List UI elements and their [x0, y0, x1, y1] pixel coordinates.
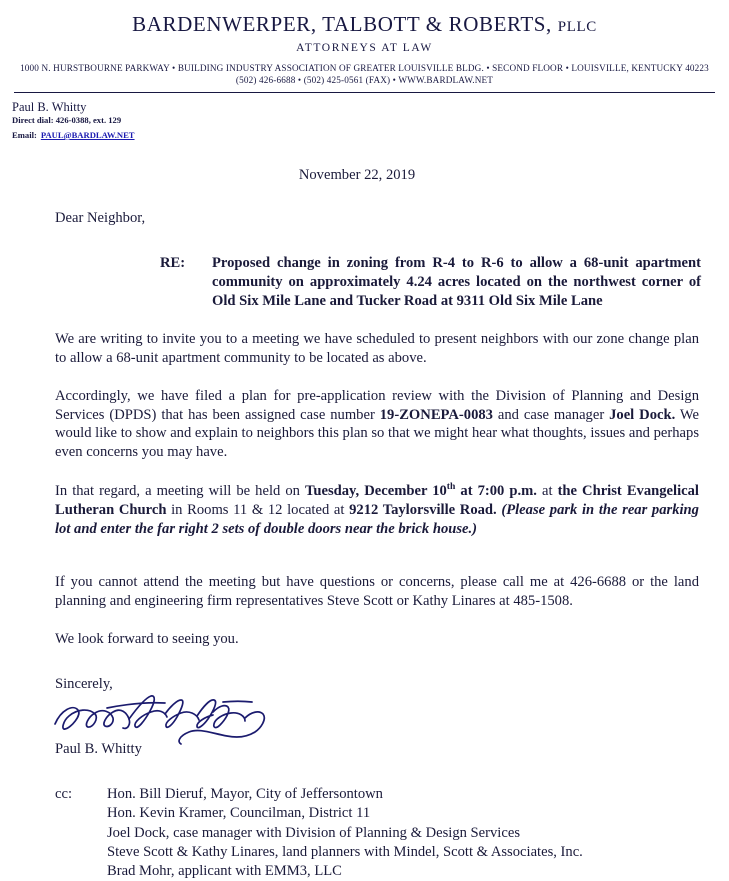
re-label: RE:	[160, 254, 186, 271]
firm-address-line1: 1000 N. HURSTBOURNE PARKWAY • BUILDING INDUSTRY ASSOCIATION OF GREATER LOUISVILLE BLDG. • SECOND FLOOR • LOUISVILLE, KENTUCKY 40223	[20, 63, 709, 73]
signature-area	[55, 694, 699, 740]
letterhead-divider	[14, 92, 715, 93]
firm-address-line2: (502) 426-6688 • (502) 425-0561 (FAX) • WWW.BARDLAW.NET	[235, 75, 494, 85]
cc-list	[107, 785, 583, 881]
letter-date: November 22, 2019	[298, 166, 416, 183]
paragraph-2-part-a: Accordingly, we have filed a plan for pre-application review with the Division of Planning and Design Services (DPDS) that has been assigned case number	[55, 387, 699, 423]
signature-name: Paul B. Whitty	[55, 741, 142, 758]
paragraph-3-part-b: at	[536, 483, 558, 500]
re-text: Proposed change in zoning from R-4 to R-6 to allow a 68-unit apartment community on approximately 4.24 acres located on the northwest corner of Old Six Mile Lane and Tucker Road at 9311 Old Six Mile Lane	[212, 254, 701, 309]
letterhead	[0, 0, 729, 93]
parking-note: (Please park in the rear parking lot and enter the far right 2 sets of double doors near the brick house.)	[55, 502, 699, 538]
sender-email-label: Email:	[12, 129, 37, 140]
paragraph-4: If you cannot attend the meeting but have questions or concerns, please call me at 426-6688 or the land planning and engineering firm representatives Steve Scott or Kathy Linares at 485-1508.	[55, 574, 699, 610]
cc-recipient: Hon. Kevin Kramer, Councilman, District 11	[107, 805, 371, 822]
cc-recipient: Steve Scott & Kathy Linares, land planners with Mindel, Scott & Associates, Inc.	[107, 843, 583, 860]
cc-label: cc:	[55, 786, 73, 803]
cc-recipient: Brad Mohr, applicant with EMM3, LLC	[107, 863, 342, 880]
case-number: 19-ZONEPA-0083	[379, 406, 493, 423]
cc-recipient: Hon. Bill Dieruf, Mayor, City of Jeffersontown	[107, 786, 383, 803]
sender-email-row	[12, 125, 729, 144]
cc-block	[55, 785, 699, 881]
re-block	[160, 254, 701, 311]
paragraph-2-part-c: We would like to show and explain to neighbors this plan so that we might hear what thoughts, issues and perhaps even concerns you may have.	[55, 406, 699, 461]
paragraph-2-part-b: and case manager	[492, 406, 610, 423]
paragraph-1: We are writing to invite you to a meeting we have scheduled to present neighbors with our zone change plan to allow a 68-unit apartment community to be located as above.	[55, 330, 699, 366]
firm-name	[0, 12, 729, 37]
paragraph-3-part-a: In that regard, a meeting will be held on	[55, 483, 305, 500]
case-manager-name: Joel Dock.	[609, 406, 676, 423]
signature-image	[47, 690, 287, 748]
meeting-time: at 7:00 p.m.	[455, 483, 537, 500]
firm-tagline: ATTORNEYS AT LAW	[296, 42, 433, 54]
paragraph-5: We look forward to seeing you.	[55, 631, 239, 648]
firm-name-suffix: PLLC	[557, 19, 597, 35]
meeting-venue: the Christ Evangelical Lutheran Church	[55, 483, 699, 519]
firm-name-main: BARDENWERPER, TALBOTT & ROBERTS,	[132, 12, 552, 36]
closing: Sincerely,	[55, 676, 113, 693]
meeting-date-ordinal: th	[446, 481, 456, 493]
letter-body	[55, 166, 699, 881]
sender-email-link[interactable]: PAUL@BARDLAW.NET	[40, 129, 135, 140]
cc-recipient: Joel Dock, case manager with Division of Planning & Design Services	[107, 824, 521, 841]
paragraph-2	[55, 387, 699, 463]
paragraph-3-part-c: in Rooms 11 & 12 located at	[166, 502, 350, 519]
meeting-address: 9212 Taylorsville Road.	[349, 502, 497, 519]
sender-name: Paul B. Whitty	[12, 100, 87, 114]
sender-block	[12, 100, 729, 144]
paragraph-3	[55, 481, 699, 539]
salutation: Dear Neighbor,	[55, 209, 146, 226]
sender-direct-dial: Direct dial: 426-0388, ext. 129	[12, 114, 122, 125]
meeting-date: Tuesday, December 10	[304, 483, 447, 500]
